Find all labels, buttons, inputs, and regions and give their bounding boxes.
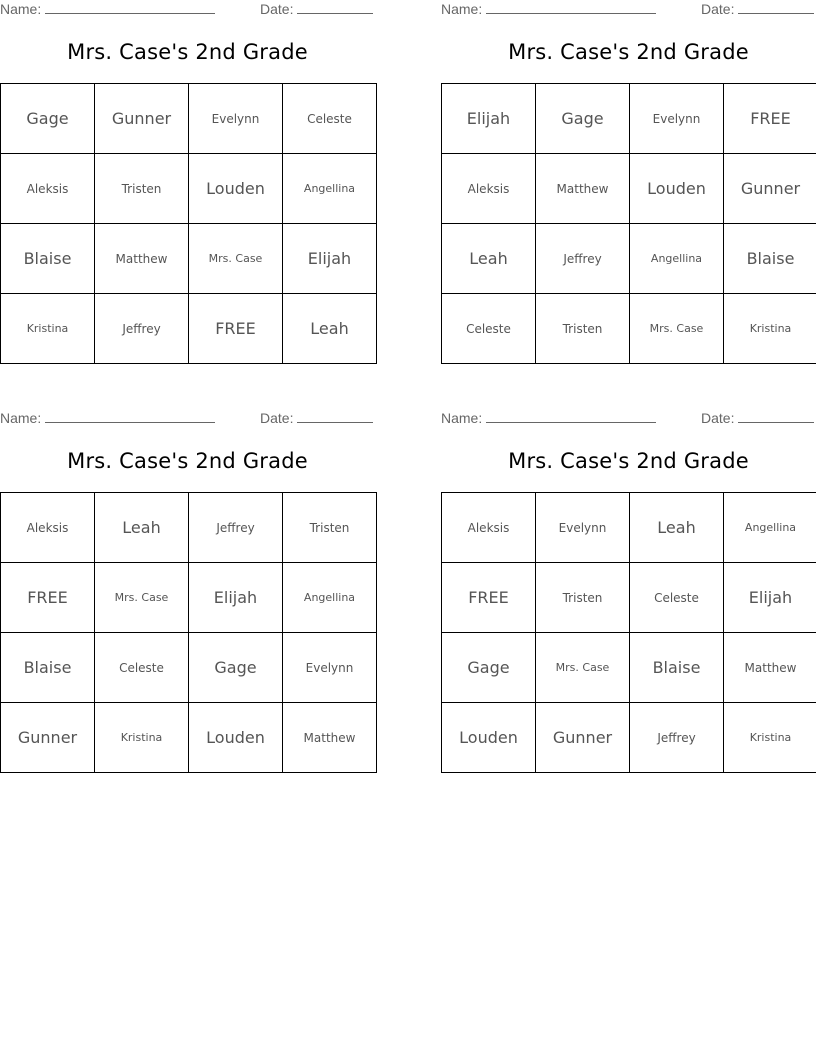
grid-cell: Gage — [536, 84, 630, 154]
name-field — [441, 410, 656, 426]
grid-cell: Gunner — [95, 84, 189, 154]
grid-cell: Aleksis — [442, 154, 536, 224]
grid-cell: Aleksis — [1, 154, 95, 224]
grid-row — [442, 563, 816, 633]
grid-cell: Matthew — [283, 703, 377, 773]
grid-cell: Evelynn — [283, 633, 377, 703]
name-field — [0, 410, 215, 426]
grid-cell: Jeffrey — [95, 294, 189, 364]
grid-cell: Gunner — [536, 703, 630, 773]
grid-cell: Mrs. Case — [536, 633, 630, 703]
grid-cell: Gage — [1, 84, 95, 154]
date-label: Date: — [701, 410, 735, 426]
grid-cell: Mrs. Case — [630, 294, 724, 364]
grid-cell: FREE — [189, 294, 283, 364]
grid-row — [1, 633, 377, 703]
grid-cell: Louden — [189, 703, 283, 773]
date-label: Date: — [260, 1, 294, 17]
card-title: Mrs. Case's 2nd Grade — [67, 449, 308, 473]
grid-row — [442, 493, 816, 563]
grid-cell: Tristen — [95, 154, 189, 224]
grid-row — [442, 633, 816, 703]
grid-cell: Evelynn — [189, 84, 283, 154]
bingo-card — [441, 409, 816, 779]
grid-cell: FREE — [1, 563, 95, 633]
grid-cell: Blaise — [1, 224, 95, 294]
name-label: Name: — [441, 1, 483, 17]
name-label: Name: — [0, 1, 42, 17]
grid-row — [442, 294, 816, 364]
grid-cell: Louden — [442, 703, 536, 773]
grid-cell: Angellina — [630, 224, 724, 294]
grid-cell: Gunner — [1, 703, 95, 773]
grid-cell: Gage — [189, 633, 283, 703]
bingo-grid — [441, 83, 816, 364]
grid-cell: Blaise — [1, 633, 95, 703]
name-date-header — [0, 1, 375, 21]
grid-cell: Evelynn — [630, 84, 724, 154]
grid-cell: Gage — [442, 633, 536, 703]
grid-cell: Tristen — [536, 294, 630, 364]
grid-row — [1, 84, 377, 154]
grid-cell: Elijah — [189, 563, 283, 633]
bingo-card — [0, 409, 375, 779]
card-title: Mrs. Case's 2nd Grade — [67, 40, 308, 64]
date-label: Date: — [260, 410, 294, 426]
card-title: Mrs. Case's 2nd Grade — [508, 40, 749, 64]
name-field — [441, 1, 656, 17]
grid-row — [442, 154, 816, 224]
grid-cell: Gunner — [724, 154, 816, 224]
name-blank-line — [486, 1, 656, 14]
date-label: Date: — [701, 1, 735, 17]
grid-row — [1, 703, 377, 773]
grid-cell: Evelynn — [536, 493, 630, 563]
grid-cell: Aleksis — [442, 493, 536, 563]
grid-cell: Celeste — [95, 633, 189, 703]
grid-row — [1, 563, 377, 633]
grid-cell: Kristina — [724, 294, 816, 364]
grid-cell: Angellina — [724, 493, 816, 563]
grid-row — [1, 493, 377, 563]
name-date-header — [0, 410, 375, 430]
grid-cell: Celeste — [442, 294, 536, 364]
grid-cell: Elijah — [442, 84, 536, 154]
grid-cell: Louden — [189, 154, 283, 224]
name-blank-line — [45, 410, 215, 423]
grid-cell: Leah — [630, 493, 724, 563]
grid-cell: Louden — [630, 154, 724, 224]
date-field — [701, 1, 814, 17]
bingo-card — [441, 0, 816, 370]
grid-cell: Blaise — [724, 224, 816, 294]
grid-cell: Aleksis — [1, 493, 95, 563]
name-label: Name: — [441, 410, 483, 426]
date-blank-line — [297, 410, 373, 423]
grid-cell: Matthew — [95, 224, 189, 294]
grid-cell: Kristina — [1, 294, 95, 364]
grid-row — [1, 294, 377, 364]
grid-cell: Leah — [283, 294, 377, 364]
name-date-header — [441, 1, 816, 21]
grid-row — [442, 703, 816, 773]
grid-cell: FREE — [724, 84, 816, 154]
date-field — [701, 410, 814, 426]
grid-cell: Elijah — [283, 224, 377, 294]
bingo-grid — [441, 492, 816, 773]
grid-row — [1, 154, 377, 224]
grid-cell: Tristen — [536, 563, 630, 633]
grid-cell: Mrs. Case — [95, 563, 189, 633]
name-blank-line — [45, 1, 215, 14]
grid-cell: Jeffrey — [630, 703, 724, 773]
grid-cell: Matthew — [724, 633, 816, 703]
grid-cell: Kristina — [95, 703, 189, 773]
bingo-card — [0, 0, 375, 370]
grid-row — [442, 84, 816, 154]
name-blank-line — [486, 410, 656, 423]
card-title: Mrs. Case's 2nd Grade — [508, 449, 749, 473]
grid-cell: Angellina — [283, 154, 377, 224]
grid-cell: FREE — [442, 563, 536, 633]
grid-cell: Leah — [95, 493, 189, 563]
date-field — [260, 1, 373, 17]
bingo-grid — [0, 83, 377, 364]
grid-row — [1, 224, 377, 294]
grid-cell: Tristen — [283, 493, 377, 563]
grid-cell: Blaise — [630, 633, 724, 703]
date-field — [260, 410, 373, 426]
grid-cell: Elijah — [724, 563, 816, 633]
grid-cell: Jeffrey — [189, 493, 283, 563]
grid-cell: Matthew — [536, 154, 630, 224]
name-field — [0, 1, 215, 17]
grid-cell: Jeffrey — [536, 224, 630, 294]
grid-cell: Kristina — [724, 703, 816, 773]
date-blank-line — [738, 410, 814, 423]
grid-row — [442, 224, 816, 294]
grid-cell: Angellina — [283, 563, 377, 633]
grid-cell: Leah — [442, 224, 536, 294]
name-date-header — [441, 410, 816, 430]
grid-cell: Celeste — [283, 84, 377, 154]
name-label: Name: — [0, 410, 42, 426]
grid-cell: Mrs. Case — [189, 224, 283, 294]
date-blank-line — [297, 1, 373, 14]
bingo-grid — [0, 492, 377, 773]
grid-cell: Celeste — [630, 563, 724, 633]
date-blank-line — [738, 1, 814, 14]
